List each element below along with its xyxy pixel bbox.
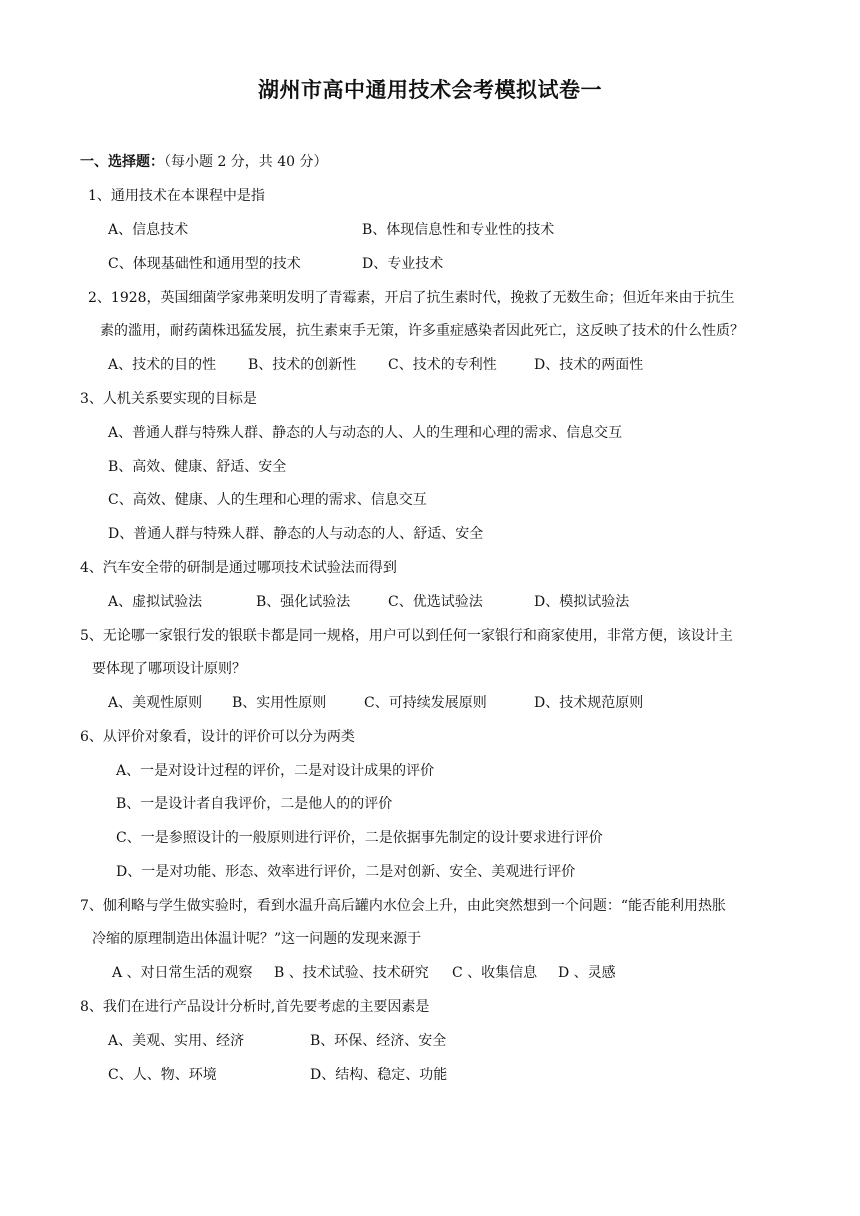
question-1-option-d: D、专业技术 [362,256,444,272]
question-6-option-d: D、一是对功能、形态、效率进行评价，二是对创新、安全、美观进行评价 [116,864,576,880]
question-6-option-a: A、一是对设计过程的评价，二是对设计成果的评价 [116,763,435,779]
question-2-option-d: D、技术的两面性 [534,357,644,373]
question-6-option-b: B、一是设计者自我评价，二是他人的的评价 [116,796,393,812]
question-8-option-d: D、结构、稳定、功能 [310,1067,448,1083]
question-3-option-d: D、普通人群与特殊人群、静态的人与动态的人、舒适、安全 [108,526,484,542]
question-1-option-c: C、体现基础性和通用型的技术 [108,256,301,272]
question-3-option-c: C、高效、健康、人的生理和心理的需求、信息交互 [108,492,427,508]
question-8-option-b: B、环保、经济、安全 [310,1033,447,1049]
question-4-option-d: D、模拟试验法 [534,594,630,610]
question-2-option-a: A、技术的目的性 [108,357,217,373]
question-3-stem: 3、人机关系要实现的目标是 [80,391,257,407]
document-title: 湖州市高中通用技术会考模拟试卷一 [258,78,602,102]
question-3-option-a: A、普通人群与特殊人群、静态的人与动态的人、人的生理和心理的需求、信息交互 [108,425,623,441]
question-7-option-b: B 、技术试验、技术研究 [274,965,429,981]
question-2-option-c: C、技术的专利性 [388,357,497,373]
question-5-option-c: C、可持续发展原则 [364,695,487,711]
question-7-option-d: D 、灵感 [558,965,616,981]
question-1-option-b: B、体现信息性和专业性的技术 [362,222,555,238]
question-5-option-a: A、美观性原则 [108,695,203,711]
section-heading: 一、选择题： [80,154,164,170]
question-3-option-b: B、高效、健康、舒适、安全 [108,459,287,475]
question-7-stem-line-2: 冷缩的原理制造出体温计呢？”这一问题的发现来源于 [92,931,422,947]
question-5-option-d: D、技术规范原则 [534,695,644,711]
question-8-stem: 8、我们在进行产品设计分析时,首先要考虑的主要因素是 [80,999,430,1015]
question-2-stem-line-1: 2、1928，英国细菌学家弗莱明发明了青霉素，开启了抗生素时代，挽救了无数生命；但近年来由于抗生 [88,290,735,306]
question-7-option-a: A 、对日常生活的观察 [112,965,253,981]
question-6-stem: 6、从评价对象看，设计的评价可以分为两类 [80,729,355,745]
question-1-stem: 1、通用技术在本课程中是指 [88,188,265,204]
question-4-option-b: B、强化试验法 [256,594,351,610]
question-5-stem-line-1: 5、无论哪一家银行发的银联卡都是同一规格，用户可以到任何一家银行和商家使用，非常方便，该设计主 [80,628,733,644]
question-6-option-c: C、一是参照设计的一般原则进行评价，二是依据事先制定的设计要求进行评价 [116,830,603,846]
question-4-option-c: C、优选试验法 [388,594,483,610]
question-5-stem-line-2: 要体现了哪项设计原则？ [92,661,246,677]
question-2-option-b: B、技术的创新性 [248,357,357,373]
question-2-stem-line-2: 素的滥用，耐药菌株迅猛发展，抗生素束手无策，许多重症感染者因此死亡，这反映了技术的什么性质？ [100,323,744,339]
question-4-stem: 4、汽车安全带的研制是通过哪项技术试验法而得到 [80,560,397,576]
question-8-option-a: A、美观、实用、经济 [108,1033,245,1049]
question-8-option-c: C、人、物、环境 [108,1067,217,1083]
question-7-stem-line-1: 7、伽利略与学生做实验时，看到水温升高后罐内水位会上升，由此突然想到一个问题：“能否能利用热胀 [80,898,727,914]
question-7-option-c: C 、收集信息 [452,965,538,981]
question-4-option-a: A、虚拟试验法 [108,594,203,610]
question-1-option-a: A、信息技术 [108,222,189,238]
section-note: （每小题 2 分，共 40 分） [164,154,328,170]
section-header [80,152,328,172]
question-5-option-b: B、实用性原则 [232,695,327,711]
